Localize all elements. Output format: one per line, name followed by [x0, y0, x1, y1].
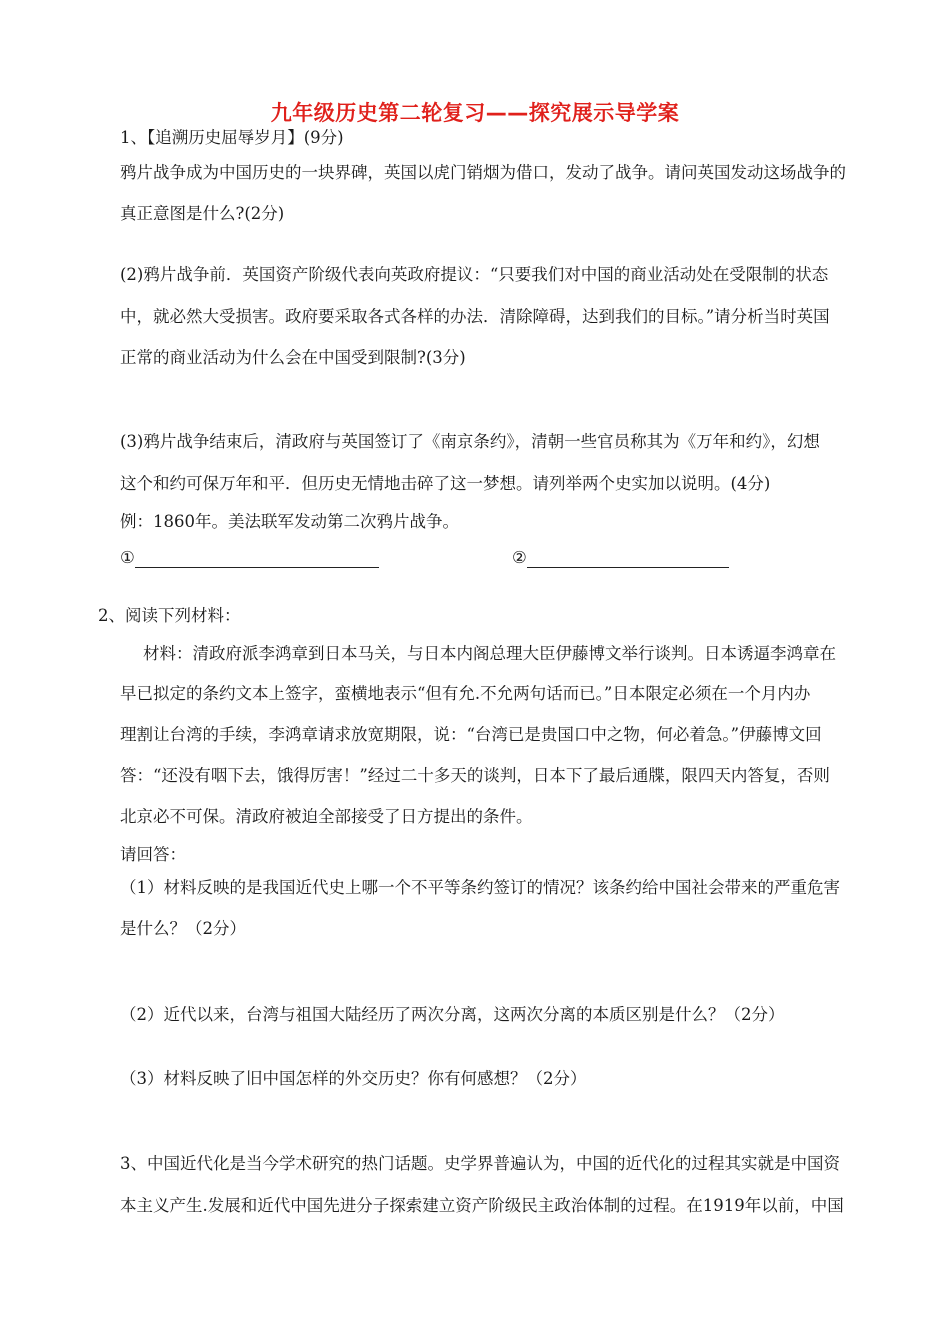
q3-line: 本主义产生.发展和近代中国先进分子探索建立资产阶级民主政治体制的过程。在1919年以前，中国 [120, 1196, 844, 1215]
q2-material-line: 材料：清政府派李鸿章到日本马关，与日本内阁总理大臣伊藤博文举行谈判。日本诱逼李鸿章在 [143, 644, 836, 663]
q2-heading: 2、阅读下列材料： [98, 606, 241, 625]
blank-marker: ① [120, 548, 135, 567]
q1-p3-line: 这个和约可保万年和平．但历史无情地击碎了这一梦想。请列举两个史实加以说明。(4分) [120, 474, 771, 493]
q1-p1-line: 真正意图是什么?(2分) [120, 204, 285, 223]
q1-p2-line: 中，就必然大受损害。政府要采取各式各样的办法．清除障碍，达到我们的目标。”请分析当时英国 [120, 307, 830, 326]
q2-material-line: 早已拟定的条约文本上签字，蛮横地表示“但有允.不允两句话而已。”日本限定必须在一个月内办 [120, 684, 811, 703]
q1-p2-line: 正常的商业活动为什么会在中国受到限制?(3分) [120, 348, 466, 367]
answer-blank-1[interactable] [120, 548, 379, 568]
q2-sub3: （3）材料反映了旧中国怎样的外交历史？你有何感想？（2分） [120, 1069, 587, 1088]
blank-marker: ② [512, 548, 527, 567]
q2-prompt: 请回答： [120, 845, 186, 864]
q2-material-line: 答：“还没有咽下去，饿得厉害！”经过二十多天的谈判，日本下了最后通牒，限四天内答复，否则 [120, 766, 830, 785]
q1-p2-line: (2)鸦片战争前．英国资产阶级代表向英政府提议：“只要我们对中国的商业活动处在受限制的状态 [120, 265, 829, 284]
q2-sub1-line: （1）材料反映的是我国近代史上哪一个不平等条约签订的情况？该条约给中国社会带来的严重危害 [120, 878, 840, 897]
q2-sub1-line: 是什么？（2分） [120, 919, 246, 938]
q2-material-line: 理割让台湾的手续，李鸿章请求放宽期限，说：“台湾已是贵国口中之物，何必着急。”伊藤博文回 [120, 725, 822, 744]
page-title: 九年级历史第二轮复习——探究展示导学案 [270, 101, 680, 125]
answer-line [527, 551, 729, 568]
q2-material-line: 北京必不可保。清政府被迫全部接受了日方提出的条件。 [120, 807, 533, 826]
q2-sub2: （2）近代以来，台湾与祖国大陆经历了两次分离，这两次分离的本质区别是什么？（2分） [120, 1005, 785, 1024]
q1-example: 例：1860年。美法联军发动第二次鸦片战争。 [120, 512, 459, 531]
answer-blank-2[interactable] [512, 548, 729, 568]
q1-p1-line: 鸦片战争成为中国历史的一块界碑，英国以虎门销烟为借口，发动了战争。请问英国发动这场战争的 [120, 163, 846, 182]
q1-p3-line: (3)鸦片战争结束后，清政府与英国签订了《南京条约》，清朝一些官员称其为《万年和约》，幻想 [120, 432, 820, 451]
q1-heading: 1、【追溯历史屈辱岁月】(9分) [120, 128, 344, 147]
answer-line [135, 551, 379, 568]
q3-line: 3、中国近代化是当今学术研究的热门话题。史学界普遍认为，中国的近代化的过程其实就是中国资 [120, 1154, 840, 1173]
